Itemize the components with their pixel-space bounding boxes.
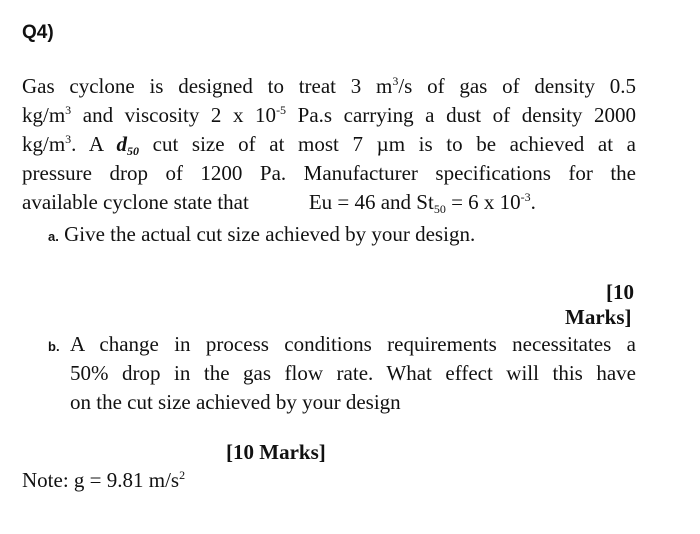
note-gravity: Note: g = 9.81 $m/s^2$ — [22, 468, 186, 492]
part-b-letter: b. — [48, 339, 60, 354]
intro-line-2: $kg/m^3$ and viscosity 2 x $10^{-5}$ Pa.s carrying a dust of density 2000 — [22, 103, 636, 127]
part-b-line-3: on the cut size achieved by your design — [70, 390, 401, 414]
part-a-text: Give the actual cut size achieved by your design. — [64, 222, 476, 246]
question-number: Q4) — [22, 22, 54, 43]
part-b-line-2: 50% drop in the gas flow rate. What effect will this have — [70, 361, 636, 385]
part-a-marks-line-1: [10 — [606, 280, 634, 304]
part-a — [48, 222, 475, 247]
part-b-line-1: A change in process conditions requirements necessitates a — [70, 332, 636, 356]
intro-line-1: Gas cyclone is designed to treat 3 $m^3/s$ of gas of density 0.5 — [22, 74, 636, 98]
part-b-marks: [10 Marks] — [226, 440, 326, 464]
part-b-letter-row — [48, 332, 60, 357]
intro-line-3: $kg/m^3$. A $d_{50}$ cut size of at most 7 µm is to be achieved at a — [22, 132, 637, 158]
d50-symbol: $d_{50}$ — [116, 132, 140, 158]
intro-line-4: pressure drop of 1200 Pa. Manufacturer specifications for the — [22, 161, 636, 185]
part-b-text — [70, 330, 636, 417]
part-a-marks-line-2: Marks] — [565, 305, 632, 329]
question-intro — [22, 72, 636, 217]
part-a-letter: a. — [48, 229, 59, 244]
intro-line-5: available cyclone state that Eu = 46 and $St_{50} = 6$ x $10^{-3}$. — [22, 190, 536, 216]
